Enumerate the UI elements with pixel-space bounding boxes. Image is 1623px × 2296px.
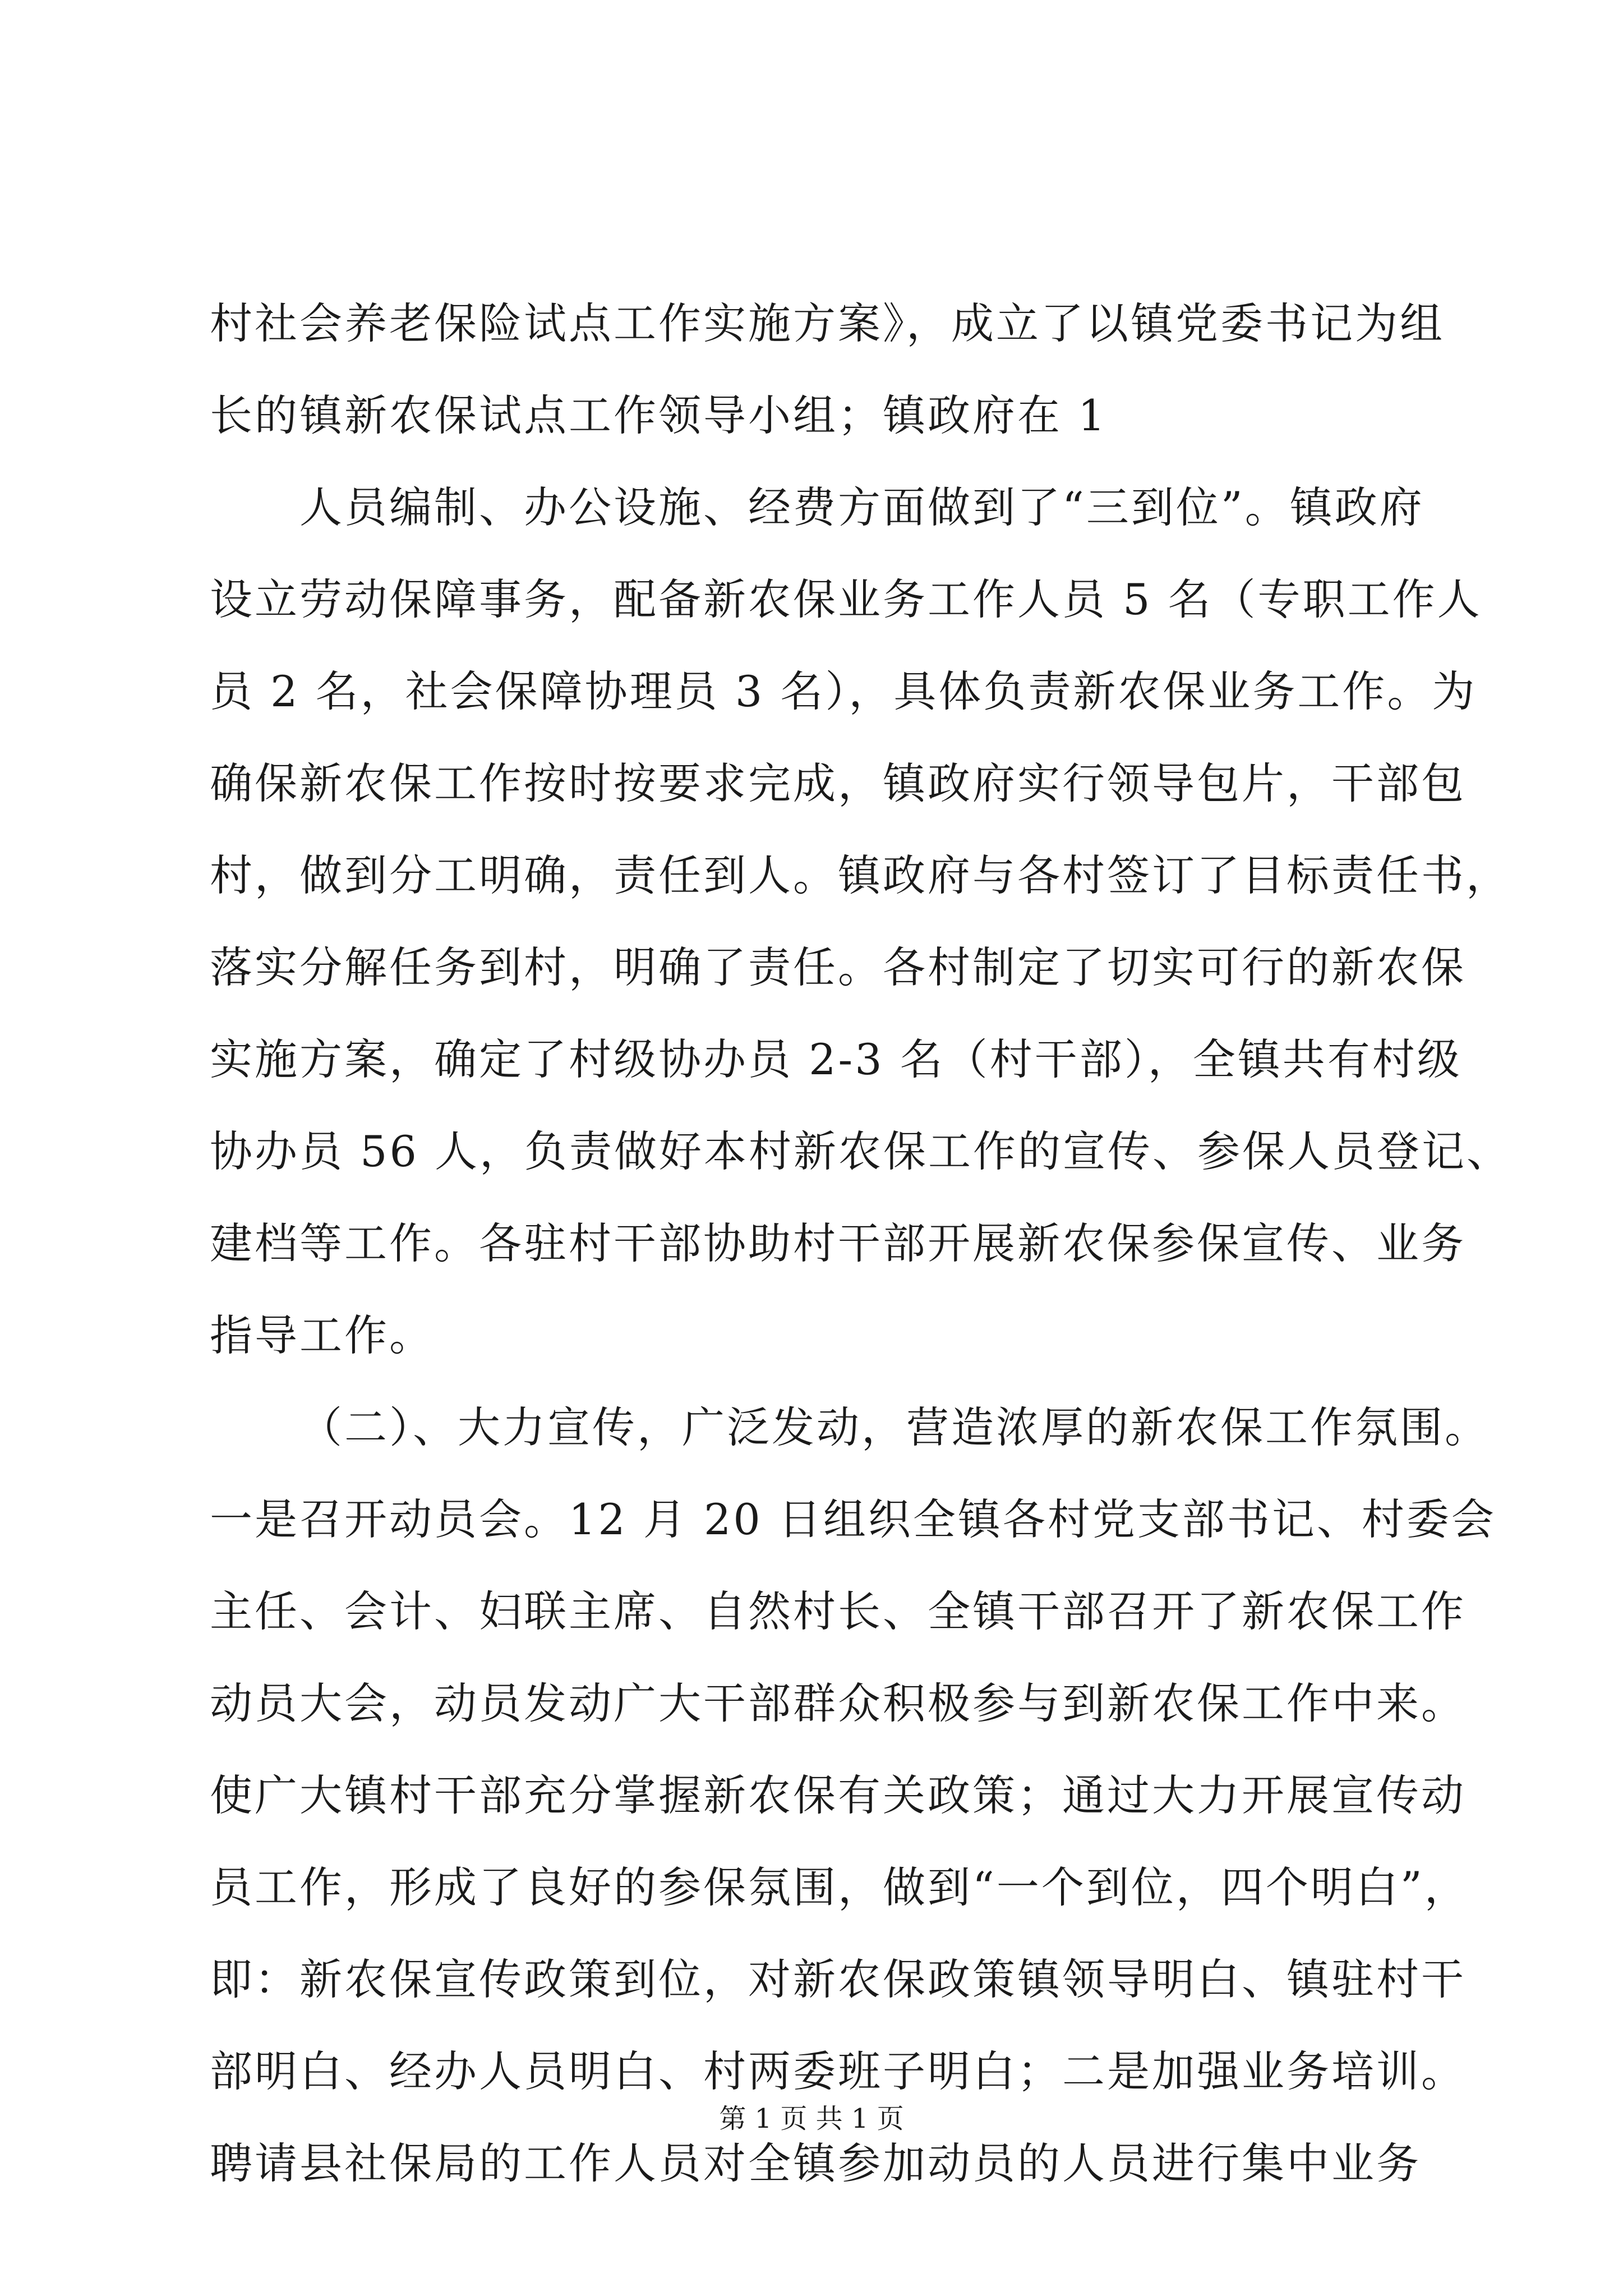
text-line: 聘请县社保局的工作人员对全镇参加动员的人员进行集中业务	[210, 2138, 1421, 2188]
text-line: 实施方案，确定了村级协办员 2-3 名（村干部），全镇共有村级	[210, 1034, 1462, 1084]
text-line: 设立劳动保障事务，配备新农保业务工作人员 5 名（专职工作人	[210, 574, 1482, 624]
text-line: 主任、会计、妇联主席、自然村长、全镇干部召开了新农保工作	[210, 1586, 1466, 1636]
text-line: 人员编制、办公设施、经费方面做到了“三到位”。镇政府	[299, 482, 1424, 532]
text-line: 使广大镇村干部充分掌握新农保有关政策；通过大力开展宣传动	[210, 1770, 1466, 1820]
text-line: 部明白、经办人员明白、村两委班子明白；二是加强业务培训。	[210, 2046, 1466, 2096]
text-line: 落实分解任务到村，明确了责任。各村制定了切实可行的新农保	[210, 942, 1466, 992]
text-line: 指导工作。	[210, 1310, 434, 1360]
text-line: 长的镇新农保试点工作领导小组；镇政府在 1	[210, 390, 1108, 440]
text-line: 确保新农保工作按时按要求完成，镇政府实行领导包片，干部包	[210, 758, 1466, 808]
text-line: 员 2 名，社会保障协理员 3 名），具体负责新农保业务工作。为	[210, 666, 1477, 716]
text-line: 村，做到分工明确，责任到人。镇政府与各村签订了目标责任书，	[210, 850, 1511, 900]
text-line: 员工作，形成了良好的参保氛围，做到“一个到位，四个明白”，	[210, 1862, 1469, 1912]
text-line: （二）、大力宣传，广泛发动，营造浓厚的新农保工作氛围。	[299, 1402, 1490, 1452]
text-line: 协办员 56 人，负责做好本村新农保工作的宣传、参保人员登记、	[210, 1126, 1512, 1176]
text-line: 动员大会，动员发动广大干部群众积极参与到新农保工作中来。	[210, 1678, 1466, 1728]
text-line: 村社会养老保险试点工作实施方案》，成立了以镇党委书记为组	[210, 298, 1445, 348]
text-line: 即：新农保宣传政策到位，对新农保政策镇领导明白、镇驻村干	[210, 1954, 1466, 2004]
text-line: 建档等工作。各驻村干部协助村干部开展新农保参保宣传、业务	[210, 1218, 1466, 1268]
page-footer: 第 1 页 共 1 页	[719, 2103, 904, 2134]
document-body	[210, 278, 1512, 2210]
text-line: 一是召开动员会。12 月 20 日组织全镇各村党支部书记、村委会	[210, 1494, 1496, 1544]
